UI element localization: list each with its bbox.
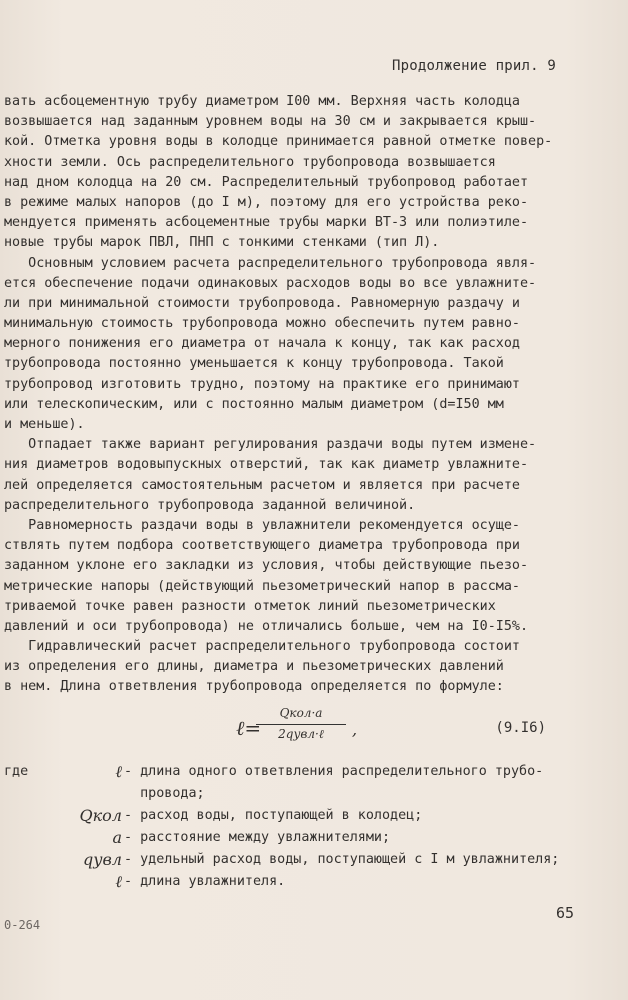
page-number: 65	[556, 904, 575, 922]
text-line: хности земли. Ось распределительного трубопровода возвышается	[4, 154, 496, 170]
text-line: минимальную стоимость трубопровода можно обеспечить путем равно-	[4, 316, 520, 332]
where-label: где	[4, 763, 29, 779]
text-line: трубопровод изготовить трудно, поэтому на практике его принимают	[4, 376, 520, 392]
legend-symbol: qувл	[82, 849, 122, 869]
text-line: триваемой точке равен разности отметок линий пьезометрических	[4, 598, 496, 614]
text-line: Основным условием расчета распределительного трубопровода явля-	[4, 255, 537, 271]
legend-symbol: a	[112, 827, 122, 847]
print-code: 0-264	[4, 918, 41, 932]
text-line: в нем. Длина ответвления трубопровода определяется по формуле:	[4, 679, 504, 695]
formula-fraction	[256, 706, 346, 742]
text-line: над дном колодца на 20 см. Распределительный трубопровод работает	[4, 174, 529, 190]
text-line: новые трубы марок ПВЛ, ПНП с тонкими стенками (тип Л).	[4, 235, 440, 251]
legend-row	[4, 850, 604, 872]
legend-definition: провода;	[124, 785, 205, 801]
equation-number: (9.I6)	[495, 719, 546, 736]
text-line: из определения его длины, диаметра и пьезометрических давлений	[4, 659, 504, 675]
text-line: ли при минимальной стоимости трубопровода. Равномерную раздачу и	[4, 295, 520, 311]
text-line: возвышается над заданным уровнем воды на 30 см и закрывается крыш-	[4, 114, 537, 130]
text-line: кой. Отметка уровня воды в колодце принимается равной отметке повер-	[4, 134, 553, 150]
text-line: трубопровода постоянно уменьшается к концу трубопровода. Такой	[4, 356, 504, 372]
continuation-header: Продолжение прил. 9	[392, 58, 556, 74]
fraction-bar	[256, 724, 346, 725]
legend-row	[4, 762, 604, 784]
legend-definition: - расход воды, поступающей в колодец;	[124, 807, 423, 823]
formula-denominator: 2qувл·ℓ	[278, 726, 324, 741]
legend-definition: - расстояние между увлажнителями;	[124, 829, 391, 845]
text-line: Отпадает также вариант регулирования раздачи воды путем измене-	[4, 437, 537, 453]
paragraph-1	[4, 92, 604, 254]
legend-row	[4, 806, 604, 828]
text-line: и меньше).	[4, 417, 85, 432]
text-line: распределительного трубопровода заданной величиной.	[4, 497, 416, 513]
formula-block	[4, 698, 604, 760]
text-line: ния диаметров водовыпускных отверстий, так как диаметр увлажните-	[4, 457, 529, 473]
legend-row	[4, 872, 604, 894]
text-line: заданном уклоне его закладки из условия, чтобы действующие пьезо-	[4, 558, 529, 574]
text-line: Равномерность раздачи воды в увлажнители рекомендуется осуще-	[4, 517, 520, 533]
text-line: давлений и оси трубопровода) не отличались больше, чем на I0-I5%.	[4, 618, 529, 634]
text-line: мерного понижения его диаметра от начала к концу, так как расход	[4, 336, 520, 352]
paragraph-2	[4, 254, 604, 436]
symbol-legend	[4, 762, 604, 894]
text-line: мендуется применять асбоцементные трубы марки ВТ-3 или полиэтиле-	[4, 215, 529, 231]
text-line: ется обеспечение подачи одинаковых расходов воды во все увлажните-	[4, 275, 537, 291]
legend-row	[4, 828, 604, 850]
text-line: лей определяется самостоятельным расчетом и является при расчете	[4, 477, 520, 493]
legend-definition: - удельный расход воды, поступающей с I м увлажнителя;	[124, 851, 560, 867]
formula-numerator: Qкол·a	[279, 705, 323, 720]
paragraph-5	[4, 637, 604, 698]
text-line: или телескопическим, или с постоянно малым диаметром (d=I50 мм	[4, 396, 504, 412]
legend-row	[4, 784, 604, 806]
formula-lhs: ℓ=	[236, 715, 262, 740]
formula-comma: ,	[352, 719, 358, 739]
paragraph-4	[4, 516, 604, 637]
legend-definition: - длина одного ответвления распределительного трубо-	[124, 763, 544, 779]
legend-symbol: ℓ	[115, 761, 122, 781]
text-line: Гидравлический расчет распределительного трубопровода состоит	[4, 639, 520, 655]
text-line: в режиме малых напоров (до I м), поэтому для его устройства реко-	[4, 194, 529, 210]
text-line: ствлять путем подбора соответствующего диаметра трубопровода при	[4, 538, 520, 554]
legend-definition: - длина увлажнителя.	[124, 873, 286, 889]
body-text	[4, 92, 604, 894]
legend-symbol: Qкол	[79, 805, 122, 825]
paragraph-3	[4, 435, 604, 516]
text-line: вать асбоцементную трубу диаметром I00 мм. Верхняя часть колодца	[4, 94, 520, 109]
text-line: метрические напоры (действующий пьезометрический напор в рассма-	[4, 578, 520, 594]
legend-symbol: ℓ	[115, 871, 122, 891]
